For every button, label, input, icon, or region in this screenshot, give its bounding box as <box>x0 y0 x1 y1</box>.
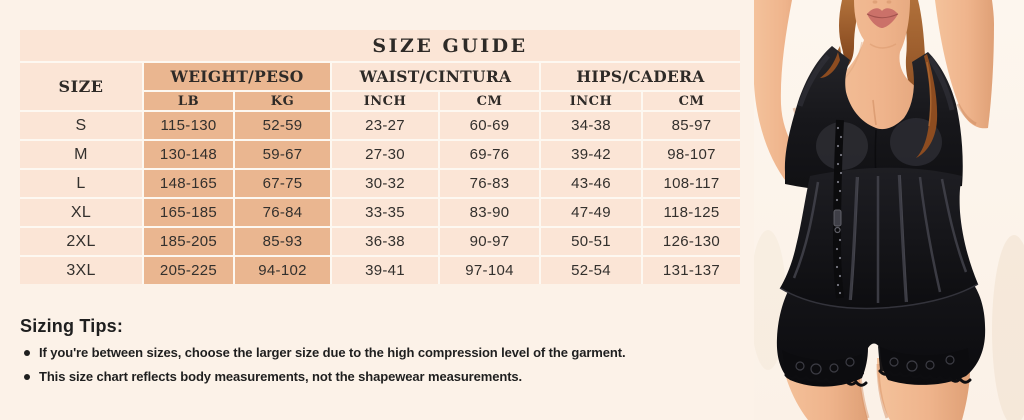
nostril-shadow <box>873 0 878 3</box>
table-cell: 23-27 <box>332 112 438 139</box>
table-cell: 59-67 <box>235 141 330 168</box>
table-cell: 52-59 <box>235 112 330 139</box>
subheader-waist-cm: CM <box>440 92 539 110</box>
subheader-weight-kg: KG <box>235 92 330 110</box>
subheader-hips-cm: CM <box>643 92 740 110</box>
model-photo <box>754 0 1024 420</box>
table-cell: 43-46 <box>541 170 641 197</box>
table-cell: 36-38 <box>332 228 438 255</box>
subheader-weight-lb: LB <box>144 92 233 110</box>
subheader-waist-inch: INCH <box>332 92 438 110</box>
subheader-hips-inch: INCH <box>541 92 641 110</box>
table-cell: 47-49 <box>541 199 641 226</box>
sizing-tips-list <box>20 345 744 384</box>
table-cell: 27-30 <box>332 141 438 168</box>
table-cell: 85-93 <box>235 228 330 255</box>
table-cell: 90-97 <box>440 228 539 255</box>
table-cell: 185-205 <box>144 228 233 255</box>
table-cell: 52-54 <box>541 257 641 284</box>
table-cell: 165-185 <box>144 199 233 226</box>
table-cell: 83-90 <box>440 199 539 226</box>
table-cell: 94-102 <box>235 257 330 284</box>
column-header-size: SIZE <box>20 63 142 110</box>
sizing-tip: This size chart reflects body measurements, not the shapewear measurements. <box>20 369 744 384</box>
table-cell: 76-83 <box>440 170 539 197</box>
table-cell: 30-32 <box>332 170 438 197</box>
table-cell: 39-41 <box>332 257 438 284</box>
table-cell: 205-225 <box>144 257 233 284</box>
table-cell: 148-165 <box>144 170 233 197</box>
table-cell: 76-84 <box>235 199 330 226</box>
table-cell: 2XL <box>20 228 142 255</box>
table-cell: S <box>20 112 142 139</box>
table-cell: 98-107 <box>643 141 740 168</box>
model-illustration <box>754 0 1024 420</box>
table-cell: 67-75 <box>235 170 330 197</box>
nostril-shadow <box>887 0 892 3</box>
table-cell: 50-51 <box>541 228 641 255</box>
table-cell: 97-104 <box>440 257 539 284</box>
sizing-tips-section <box>20 316 744 393</box>
table-cell: M <box>20 141 142 168</box>
column-group-hips: HIPS/CADERA <box>541 63 740 90</box>
table-cell: 69-76 <box>440 141 539 168</box>
table-cell: 39-42 <box>541 141 641 168</box>
table-cell: 60-69 <box>440 112 539 139</box>
table-cell: XL <box>20 199 142 226</box>
table-cell: 3XL <box>20 257 142 284</box>
table-title: SIZE GUIDE <box>20 30 740 61</box>
table-cell: L <box>20 170 142 197</box>
table-cell: 85-97 <box>643 112 740 139</box>
size-guide-table <box>20 30 740 284</box>
zipper-pull <box>834 210 841 226</box>
sizing-tip: If you're between sizes, choose the larger size due to the high compression level of the garment. <box>20 345 744 360</box>
background-shadow <box>992 235 1024 420</box>
table-cell: 118-125 <box>643 199 740 226</box>
sizing-tips-heading: Sizing Tips: <box>20 316 124 336</box>
table-cell: 131-137 <box>643 257 740 284</box>
waist-trainer-corset <box>780 168 978 309</box>
table-cell: 108-117 <box>643 170 740 197</box>
hook-and-eye-closure <box>834 120 842 298</box>
table-cell: 33-35 <box>332 199 438 226</box>
table-cell: 34-38 <box>541 112 641 139</box>
table-cell: 130-148 <box>144 141 233 168</box>
table-cell: 115-130 <box>144 112 233 139</box>
column-group-weight: WEIGHT/PESO <box>144 63 330 90</box>
column-group-waist: WAIST/CINTURA <box>332 63 539 90</box>
table-cell: 126-130 <box>643 228 740 255</box>
